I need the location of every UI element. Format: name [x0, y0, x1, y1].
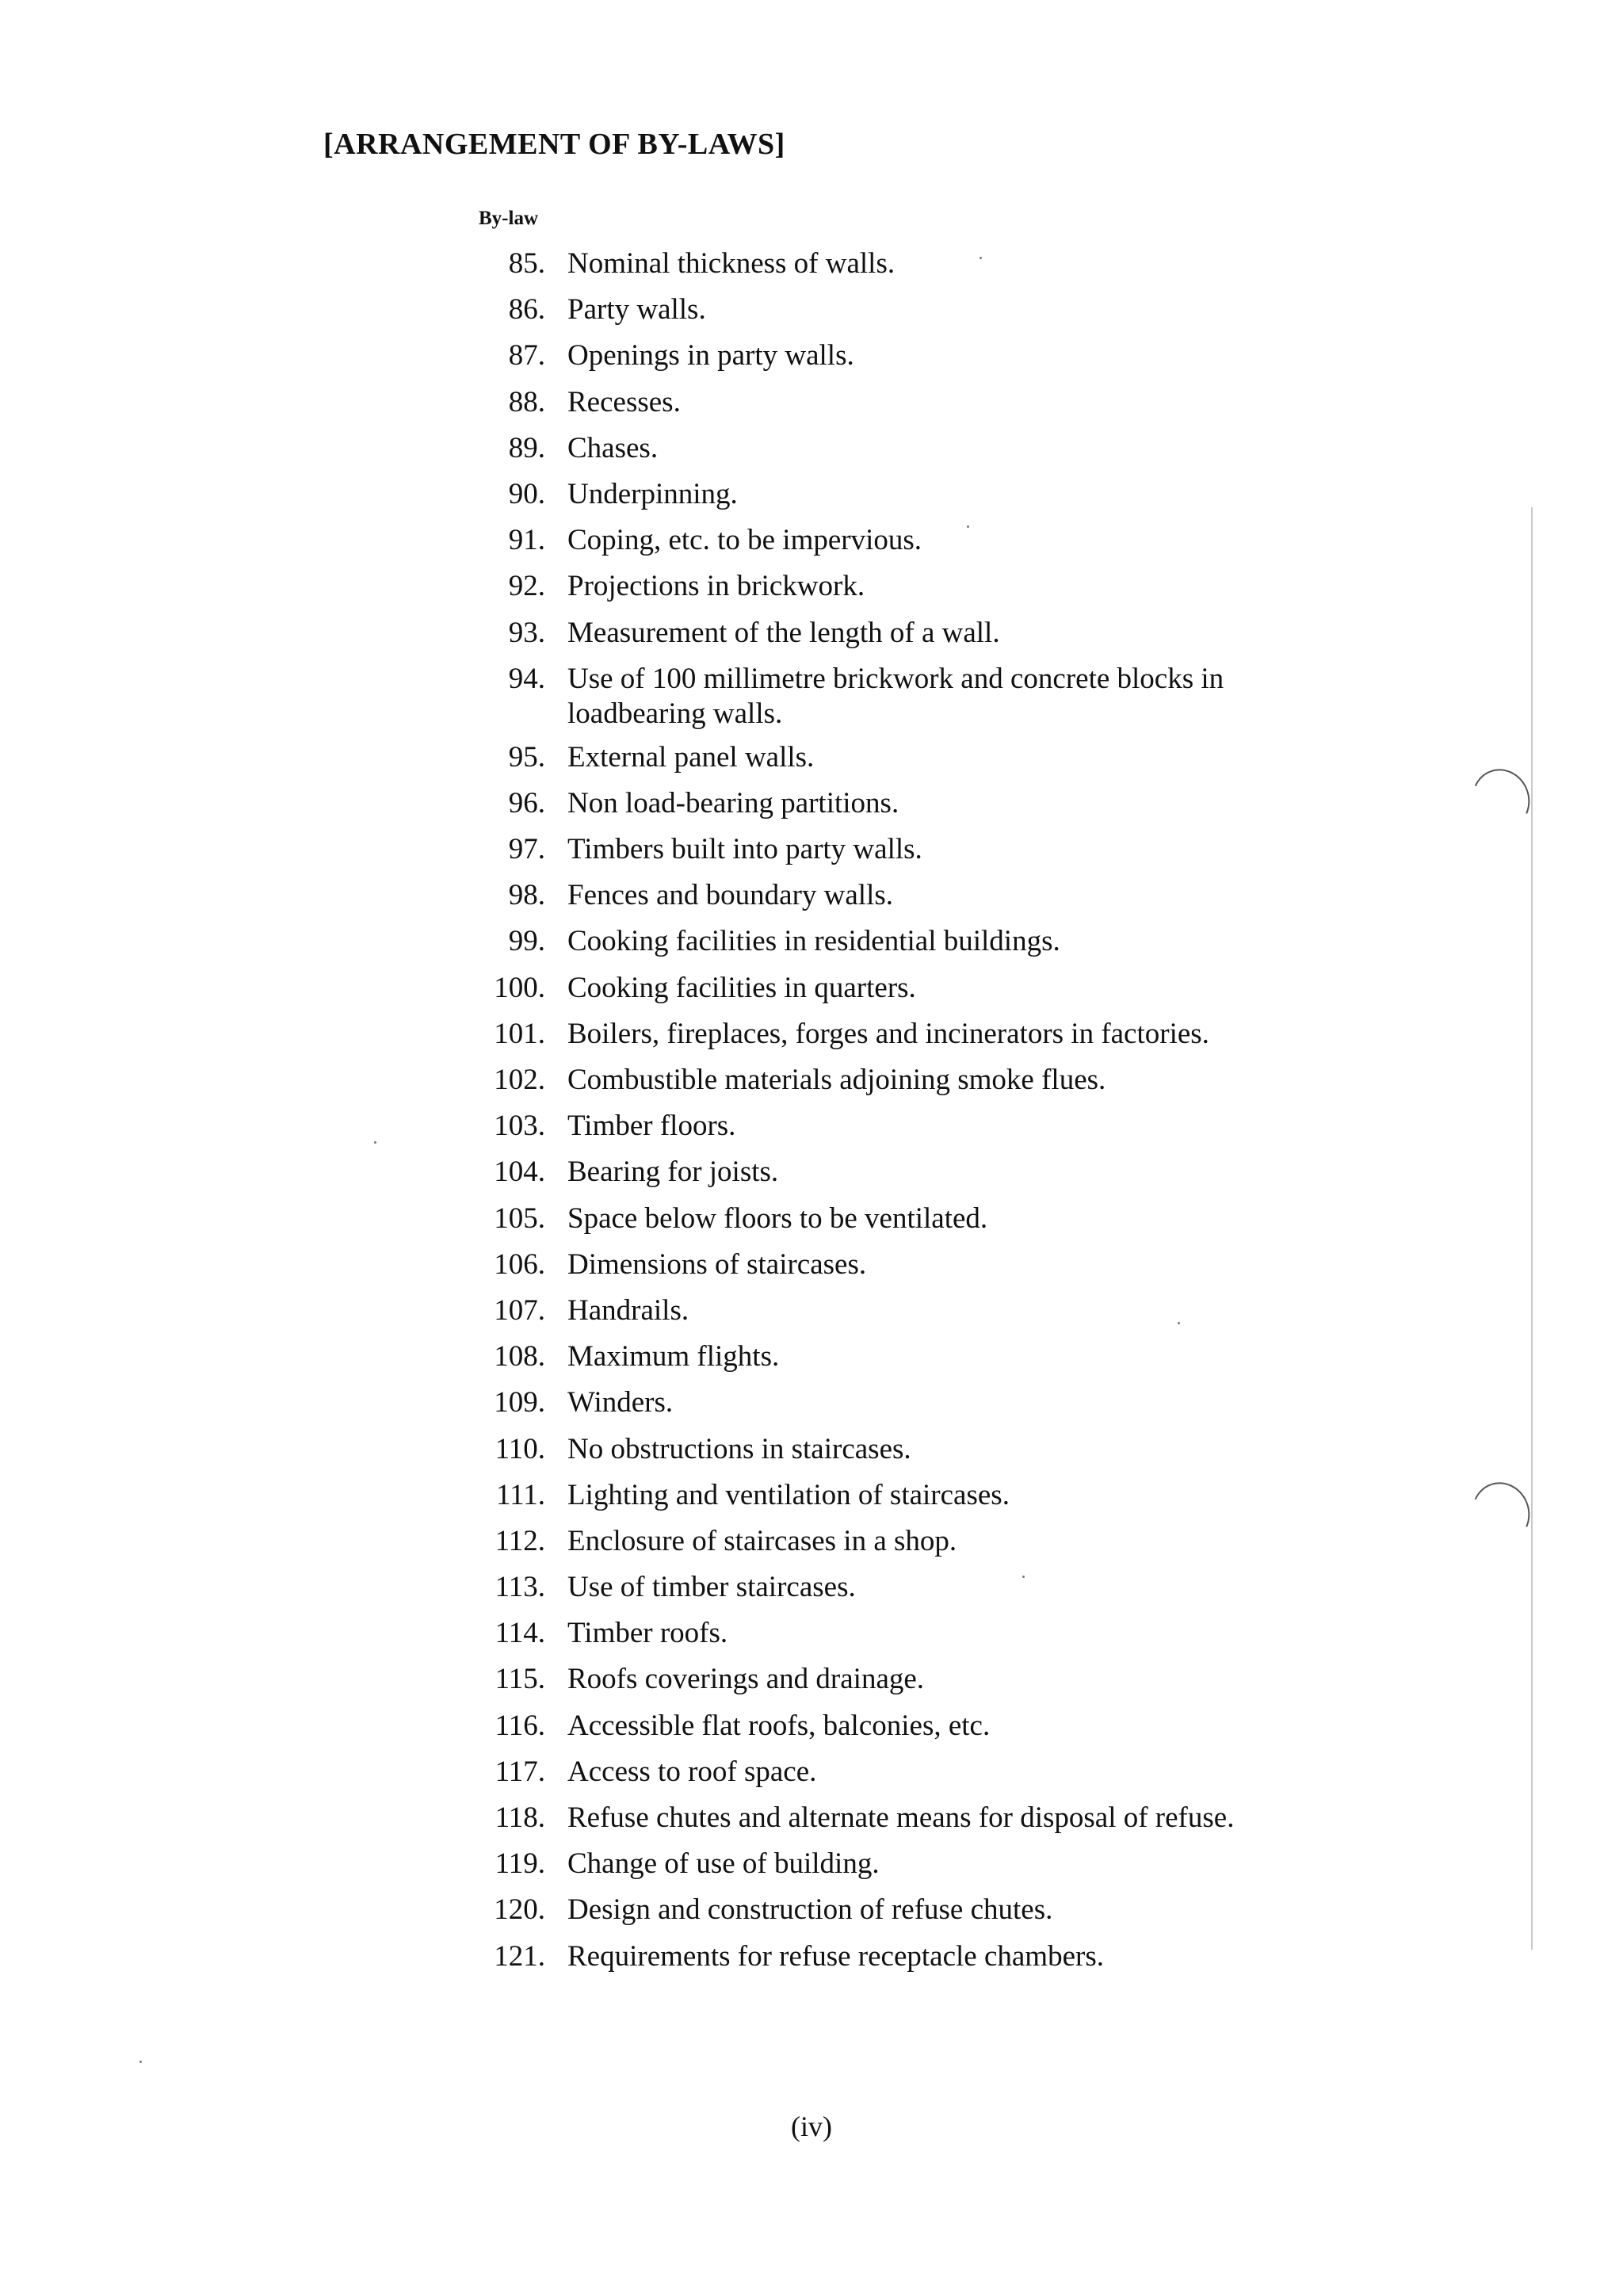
by-law-number: 88.: [508, 385, 545, 418]
by-law-title: Lighting and ventilation of staircases.: [567, 1478, 1010, 1511]
by-law-number: 97.: [508, 833, 545, 866]
by-law-number: 99.: [508, 925, 545, 958]
by-law-number: 90.: [508, 477, 545, 510]
by-law-number: 117.: [495, 1755, 545, 1788]
scan-speck: [980, 257, 982, 259]
by-law-entry: [0, 786, 1623, 832]
page-number: (iv): [791, 2111, 832, 2142]
by-law-entry: [0, 1755, 1623, 1801]
by-law-entry: [0, 1339, 1623, 1385]
by-law-entry: [0, 1247, 1623, 1293]
by-law-number: 87.: [508, 339, 545, 372]
by-law-number: 105.: [494, 1201, 545, 1235]
by-law-title: Projections in brickwork.: [567, 570, 865, 603]
by-law-number: 102.: [494, 1064, 545, 1096]
by-law-title: Winders.: [567, 1386, 674, 1419]
by-law-number: 89.: [508, 431, 545, 464]
by-law-number: 115.: [495, 1663, 545, 1696]
by-law-entry: [0, 616, 1623, 662]
by-law-number: 112.: [495, 1524, 545, 1557]
by-law-entry: [0, 1570, 1623, 1616]
by-law-entry: [0, 971, 1623, 1017]
by-law-number: 98.: [508, 879, 545, 912]
by-law-title: Cooking facilities in quarters.: [567, 971, 916, 1004]
by-law-entry: [0, 1939, 1623, 1985]
by-law-title: Timber floors.: [567, 1110, 736, 1143]
by-law-entry: [0, 924, 1623, 970]
by-law-number: 101.: [494, 1017, 545, 1050]
by-law-entry: [0, 1801, 1623, 1847]
by-law-entry: [0, 1478, 1623, 1524]
by-law-title: Use of 100 millimetre brickwork and concrete blocks in loadbearing walls.: [567, 662, 1224, 730]
by-law-title: Recesses.: [567, 385, 681, 418]
by-law-list: [0, 246, 1623, 1985]
by-law-entry: [0, 1893, 1623, 1939]
by-law-number: 92.: [508, 570, 545, 603]
by-law-number: 109.: [494, 1386, 545, 1419]
by-law-title: Dimensions of staircases.: [567, 1247, 867, 1281]
by-law-entry: [0, 1293, 1623, 1339]
by-law-entry: [0, 292, 1623, 338]
scan-speck: [967, 525, 969, 528]
by-law-entry: [0, 1709, 1623, 1755]
by-law-entry: [0, 740, 1623, 786]
by-law-title: Boilers, fireplaces, forges and incinerators in factories.: [567, 1017, 1209, 1050]
by-law-number: 116.: [495, 1709, 545, 1742]
by-law-number: 121.: [494, 1939, 545, 1973]
by-law-title: No obstructions in staircases.: [567, 1432, 911, 1465]
by-law-number: 110.: [495, 1432, 545, 1465]
by-law-title: Enclosure of staircases in a shop.: [567, 1524, 957, 1557]
column-label-by-law: By-law: [479, 208, 538, 229]
by-law-title: Nominal thickness of walls.: [567, 247, 896, 280]
by-law-entry: [0, 1155, 1623, 1201]
by-law-title: Design and construction of refuse chutes.: [567, 1893, 1053, 1927]
by-law-entry: [0, 1432, 1623, 1478]
by-law-title: Underpinning.: [567, 477, 738, 510]
by-law-number: 104.: [494, 1156, 545, 1189]
by-law-number: 85.: [508, 247, 545, 280]
by-law-entry: [0, 477, 1623, 523]
by-law-title: Space below floors to be ventilated.: [567, 1201, 988, 1235]
by-law-number: 93.: [508, 616, 545, 649]
by-law-entry: [0, 1847, 1623, 1893]
by-law-title: Access to roof space.: [567, 1755, 817, 1788]
by-law-number: 113.: [495, 1571, 545, 1604]
by-law-number: 106.: [494, 1247, 545, 1281]
by-law-title: Cooking facilities in residential buildings.: [567, 925, 1060, 958]
by-law-entry: [0, 878, 1623, 924]
by-law-number: 94.: [508, 662, 545, 695]
scan-speck: [139, 2061, 142, 2063]
by-law-number: 103.: [494, 1110, 545, 1143]
by-law-title: Roofs coverings and drainage.: [567, 1663, 925, 1696]
by-law-title: Combustible materials adjoining smoke flues.: [567, 1064, 1106, 1096]
by-law-number: 118.: [495, 1801, 545, 1834]
by-law-title: Measurement of the length of a wall.: [567, 616, 1000, 649]
by-law-entry: [0, 1063, 1623, 1109]
by-law-number: 120.: [494, 1893, 545, 1927]
by-law-title: Change of use of building.: [567, 1847, 880, 1881]
by-law-title: Openings in party walls.: [567, 339, 854, 372]
by-law-entry: [0, 1017, 1623, 1063]
by-law-title: Bearing for joists.: [567, 1156, 779, 1189]
by-law-entry: [0, 385, 1623, 431]
by-law-number: 95.: [508, 740, 545, 774]
by-law-number: 111.: [495, 1478, 545, 1511]
by-law-title: Requirements for refuse receptacle chambers.: [567, 1939, 1104, 1973]
scan-speck: [374, 1141, 376, 1144]
by-law-title: Handrails.: [567, 1293, 689, 1327]
by-law-number: 119.: [495, 1847, 545, 1881]
by-law-title: Timber roofs.: [567, 1617, 728, 1650]
by-law-title: Timbers built into party walls.: [567, 833, 922, 866]
by-law-number: 107.: [494, 1293, 545, 1327]
by-law-title: Maximum flights.: [567, 1340, 780, 1373]
by-law-number: 96.: [508, 786, 545, 819]
by-law-title: Accessible flat roofs, balconies, etc.: [567, 1709, 991, 1742]
by-law-entry: [0, 1524, 1623, 1570]
by-law-number: 91.: [508, 524, 545, 557]
by-law-entry: [0, 662, 1623, 740]
by-law-title: Coping, etc. to be impervious.: [567, 524, 922, 557]
scan-margin-line: [1531, 507, 1533, 1950]
by-law-number: 108.: [494, 1340, 545, 1373]
by-law-entry: [0, 832, 1623, 878]
by-law-title: Chases.: [567, 431, 659, 464]
by-law-title: Fences and boundary walls.: [567, 879, 894, 912]
by-law-title: External panel walls.: [567, 740, 815, 774]
by-law-entry: [0, 1662, 1623, 1708]
by-law-number: 86.: [508, 293, 545, 327]
by-law-title: Use of timber staircases.: [567, 1571, 856, 1604]
by-law-entry: [0, 1201, 1623, 1247]
by-law-number: 100.: [494, 971, 545, 1004]
by-law-entry: [0, 338, 1623, 384]
by-law-entry: [0, 523, 1623, 569]
by-law-entry: [0, 1109, 1623, 1155]
by-law-entry: [0, 1385, 1623, 1431]
by-law-number: 114.: [495, 1617, 545, 1650]
by-law-title: Non load-bearing partitions.: [567, 786, 899, 819]
scan-speck: [1022, 1576, 1025, 1578]
by-law-title: Refuse chutes and alternate means for disposal of refuse.: [567, 1801, 1235, 1834]
page-heading: [ARRANGEMENT OF BY-LAWS]: [323, 128, 785, 161]
scan-speck: [1178, 1322, 1180, 1324]
by-law-entry: [0, 246, 1623, 292]
by-law-title: Party walls.: [567, 293, 706, 327]
by-law-entry: [0, 569, 1623, 615]
by-law-entry: [0, 1616, 1623, 1662]
by-law-entry: [0, 431, 1623, 477]
